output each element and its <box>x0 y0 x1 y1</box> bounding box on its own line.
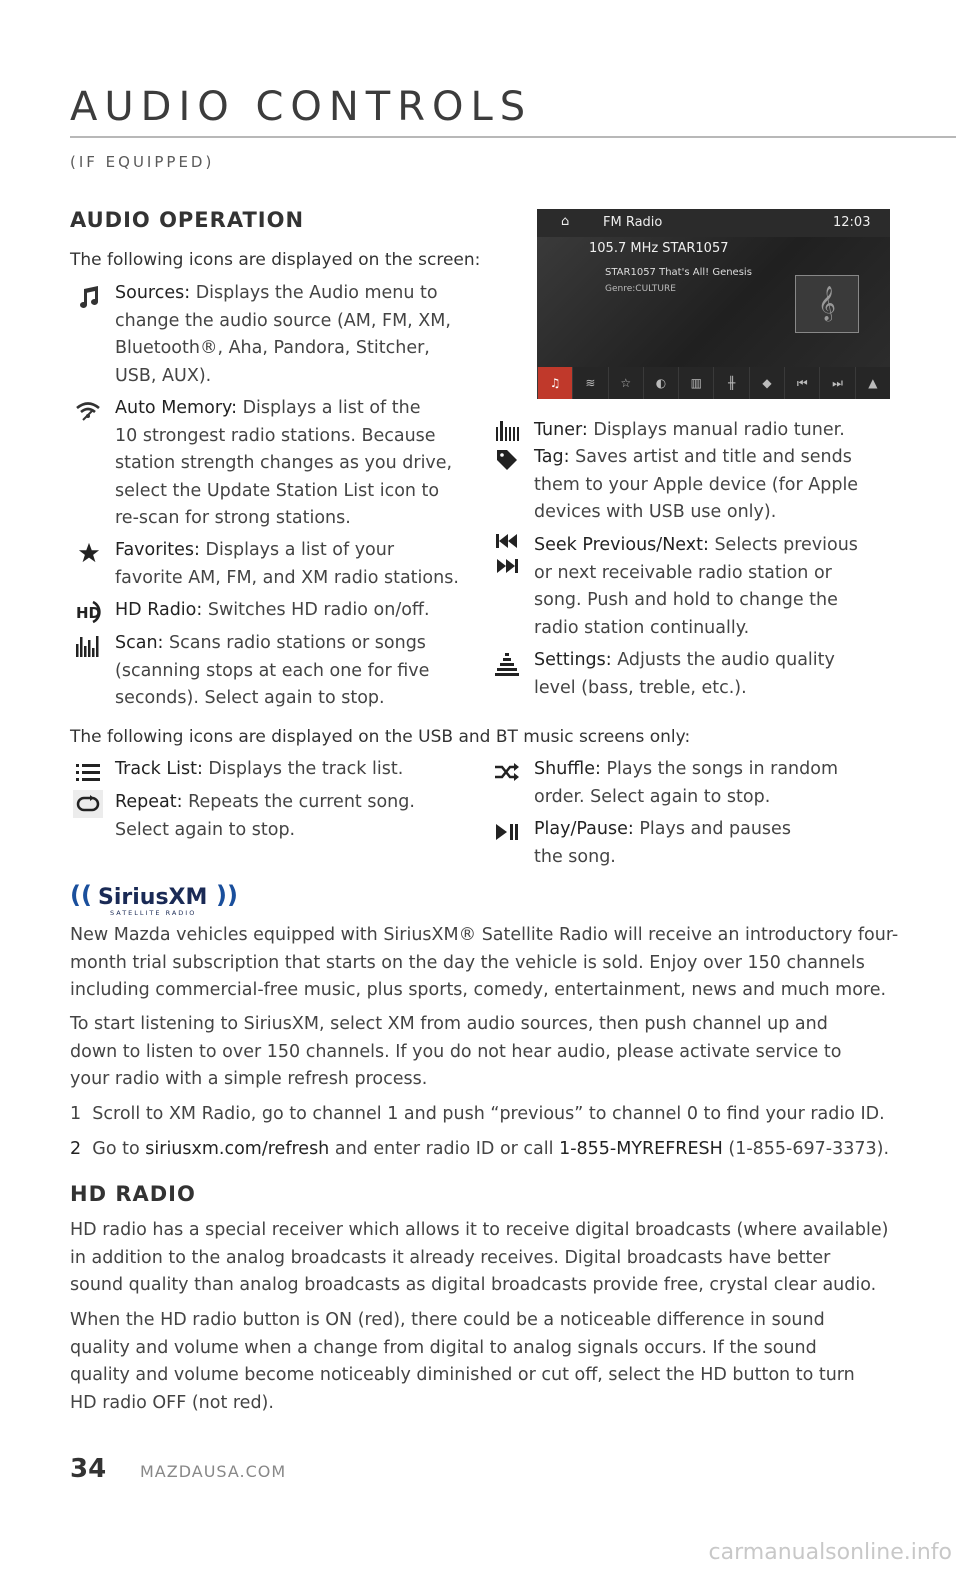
repeat-icon <box>73 790 103 818</box>
refresh-link[interactable]: siriusxm.com/refresh <box>145 1139 330 1159</box>
settings-equalizer-icon: ▲ <box>855 367 890 399</box>
step-text: and enter radio ID or call <box>334 1139 554 1159</box>
step-number: 2 <box>70 1139 82 1159</box>
usb-bt-intro: The following icons are displayed on the USB and BT music screens only: <box>70 727 691 747</box>
shuffle-line: order. Select again to stop. <box>534 786 771 807</box>
screen-content <box>537 237 890 367</box>
paragraph-line: New Mazda vehicles equipped with SiriusXM® Satellite Radio will receive an introductory four- <box>70 925 899 945</box>
shuffle-label: Shuffle: <box>534 759 601 779</box>
tag-label: Tag: <box>534 447 570 467</box>
tag-icon <box>492 446 522 474</box>
siriusxm-step-2 <box>70 1136 900 1164</box>
seek-line: radio station continually. <box>534 617 750 638</box>
track-list-label: Track List: <box>115 759 203 779</box>
sources-label: Sources: <box>115 283 191 303</box>
auto-memory-line: Displays a list of the <box>242 398 421 418</box>
siriusxm-step-1 <box>70 1101 900 1129</box>
footer-site: MAZDAUSA.COM <box>140 1462 287 1481</box>
home-icon: ⌂ <box>561 214 570 229</box>
favorites-line: favorite AM, FM, and XM radio stations. <box>115 567 459 588</box>
paragraph-line: To start listening to SiriusXM, select XM from audio sources, then push channel up and <box>70 1014 828 1034</box>
favorites-label: Favorites: <box>115 540 200 560</box>
seek-previous-icon <box>492 527 522 555</box>
paragraph-line: in addition to the analog broadcasts it already receives. Digital broadcasts have better <box>70 1247 831 1268</box>
favorites-item <box>115 537 459 592</box>
paragraph-line: including commercial-free music, plus sports, comedy, entertainment, news and much more. <box>70 980 887 1000</box>
repeat-line: Repeats the current song. <box>188 792 415 812</box>
tag-icon: ◆ <box>749 367 784 399</box>
audio-operation-heading: AUDIO OPERATION <box>70 208 305 232</box>
scan-line: seconds). Select again to stop. <box>115 688 385 708</box>
siriusxm-logo <box>70 878 240 918</box>
hd-radio-item <box>115 597 430 625</box>
hd-radio-icon: ◐ <box>643 367 678 399</box>
wifi-signal-icon <box>73 397 103 425</box>
step-text: Go to <box>92 1139 140 1159</box>
auto-memory-line: re-scan for strong stations. <box>115 508 351 528</box>
tuner-item <box>534 417 845 445</box>
paragraph-line: month trial subscription that starts on the day the vehicle is sold. Enjoy over 150 channels <box>70 952 865 973</box>
settings-line: level (bass, treble, etc.). <box>534 677 747 698</box>
auto-memory-line: select the Update Station List icon to <box>115 480 440 501</box>
auto-memory-label: Auto Memory: <box>115 398 237 418</box>
play-pause-item <box>534 816 791 871</box>
sources-line: USB, AUX). <box>115 365 212 386</box>
track-list-icon <box>73 758 103 786</box>
hd-radio-para-1 <box>70 1217 900 1300</box>
page-title: AUDIO CONTROLS <box>70 84 533 130</box>
play-pause-line: Plays and pauses <box>639 819 791 839</box>
tuner-line: Displays manual radio tuner. <box>593 420 845 440</box>
shuffle-item <box>534 756 838 811</box>
seek-next-icon <box>492 552 522 580</box>
svg-text:)): )) <box>216 881 238 909</box>
screen-song: STAR1057 That's All! Genesis <box>605 267 752 278</box>
step-text: Scroll to XM Radio, go to channel 1 and push “previous” to channel 0 to find your radio ID. <box>92 1104 885 1124</box>
hd-radio-para-2 <box>70 1307 900 1417</box>
auto-memory-line: station strength changes as you drive, <box>115 453 453 473</box>
star-icon <box>74 539 104 567</box>
hd-radio-label: HD Radio: <box>115 600 203 620</box>
shuffle-icon <box>492 758 522 786</box>
seek-line: song. Push and hold to change the <box>534 590 838 610</box>
fm-radio-screen <box>537 209 890 399</box>
page-number: 34 <box>70 1454 107 1484</box>
sources-line: Displays the Audio menu to <box>195 283 438 303</box>
refresh-phone: 1-855-MYREFRESH <box>559 1139 723 1159</box>
paragraph-line: quality and volume become noticeably diminished or cut off, select the HD button to turn <box>70 1365 855 1385</box>
auto-memory-line: 10 strongest radio stations. Because <box>115 425 436 446</box>
screen-frequency: 105.7 MHz STAR1057 <box>589 241 729 256</box>
page-subtitle: (IF EQUIPPED) <box>70 153 215 171</box>
wifi-signal-icon: ≋ <box>572 367 607 399</box>
hd-radio-heading: HD RADIO <box>70 1182 196 1206</box>
track-list-item <box>115 756 403 784</box>
scan-bars-icon <box>73 632 103 660</box>
paragraph-line: HD radio OFF (not red). <box>70 1392 274 1413</box>
paragraph-line: HD radio has a special receiver which allows it to receive digital broadcasts (where available) <box>70 1220 889 1240</box>
seek-line: Selects previous <box>714 535 858 555</box>
hd-radio-icon <box>73 598 103 626</box>
paragraph-line: your radio with a simple refresh process. <box>70 1069 428 1089</box>
play-pause-line: the song. <box>534 846 616 867</box>
music-note-icon <box>74 283 104 311</box>
play-pause-icon <box>492 818 522 846</box>
scan-line: Scans radio stations or songs <box>169 633 426 653</box>
scan-label: Scan: <box>115 633 164 653</box>
repeat-label: Repeat: <box>115 792 183 812</box>
siriusxm-para-2 <box>70 1011 900 1094</box>
tuner-label: Tuner: <box>534 420 588 440</box>
settings-equalizer-icon <box>492 650 522 678</box>
play-pause-label: Play/Pause: <box>534 819 634 839</box>
tag-line: Saves artist and title and sends <box>575 447 852 467</box>
tag-line: them to your Apple device (for Apple <box>534 474 859 495</box>
paragraph-line: sound quality than analog broadcasts as digital broadcasts provide free, crystal clear audio. <box>70 1275 877 1295</box>
seek-previous-icon: ⏮ <box>784 367 819 399</box>
scan-line: (scanning stops at each one for five <box>115 660 430 681</box>
icons-intro: The following icons are displayed on the screen: <box>70 250 481 270</box>
music-note-icon: ♫ <box>537 367 572 399</box>
sources-item <box>115 280 451 390</box>
repeat-item <box>115 789 415 844</box>
shuffle-line: Plays the songs in random <box>606 759 839 779</box>
favorites-line: Displays a list of your <box>205 540 395 560</box>
paragraph-line: quality and volume when a change from digital to analog signals occurs. If the sound <box>70 1337 817 1358</box>
sources-line: change the audio source (AM, FM, XM, <box>115 310 451 331</box>
seek-label: Seek Previous/Next: <box>534 535 709 555</box>
siriusxm-para-1 <box>70 922 900 1005</box>
step-text: (1-855-697-3373). <box>728 1139 890 1159</box>
track-list-line: Displays the track list. <box>208 759 404 779</box>
screen-source: FM Radio <box>603 215 663 230</box>
paragraph-line: down to listen to over 150 channels. If you do not hear audio, please activate service to <box>70 1041 842 1062</box>
scan-item <box>115 630 429 713</box>
tag-line: devices with USB use only). <box>534 502 777 522</box>
svg-text:HD: HD <box>76 604 102 622</box>
scan-bars-icon: ▥ <box>678 367 713 399</box>
tuner-icon: ╫ <box>713 367 748 399</box>
settings-line: Adjusts the audio quality <box>617 650 835 670</box>
paragraph-line: When the HD radio button is ON (red), there could be a noticeable difference in sound <box>70 1310 825 1330</box>
tag-item <box>534 444 858 527</box>
hd-radio-line: Switches HD radio on/off. <box>207 600 430 620</box>
auto-memory-item <box>115 395 452 533</box>
seek-item <box>534 532 858 642</box>
svg-text:((: (( <box>70 881 92 909</box>
settings-label: Settings: <box>534 650 612 670</box>
watermark: carmanualsonline.info <box>708 1540 952 1565</box>
seek-line: or next receivable radio station or <box>534 562 832 583</box>
screen-toolbar <box>537 367 890 399</box>
album-art-clef-icon: 𝄞 <box>795 275 859 333</box>
screen-time: 12:03 <box>833 215 871 230</box>
siriusxm-logo-subtext: SATELLITE RADIO <box>110 909 197 917</box>
screen-header <box>537 209 890 237</box>
star-icon: ☆ <box>608 367 643 399</box>
screen-genre: Genre:CULTURE <box>605 284 676 294</box>
tuner-icon <box>492 417 522 445</box>
repeat-line: Select again to stop. <box>115 819 296 840</box>
title-divider <box>70 136 956 138</box>
step-number: 1 <box>70 1104 82 1124</box>
siriusxm-logo-text: SiriusXM <box>98 885 208 910</box>
settings-item <box>534 647 835 702</box>
seek-next-icon: ⏭ <box>819 367 854 399</box>
sources-line: Bluetooth®, Aha, Pandora, Stitcher, <box>115 338 430 358</box>
